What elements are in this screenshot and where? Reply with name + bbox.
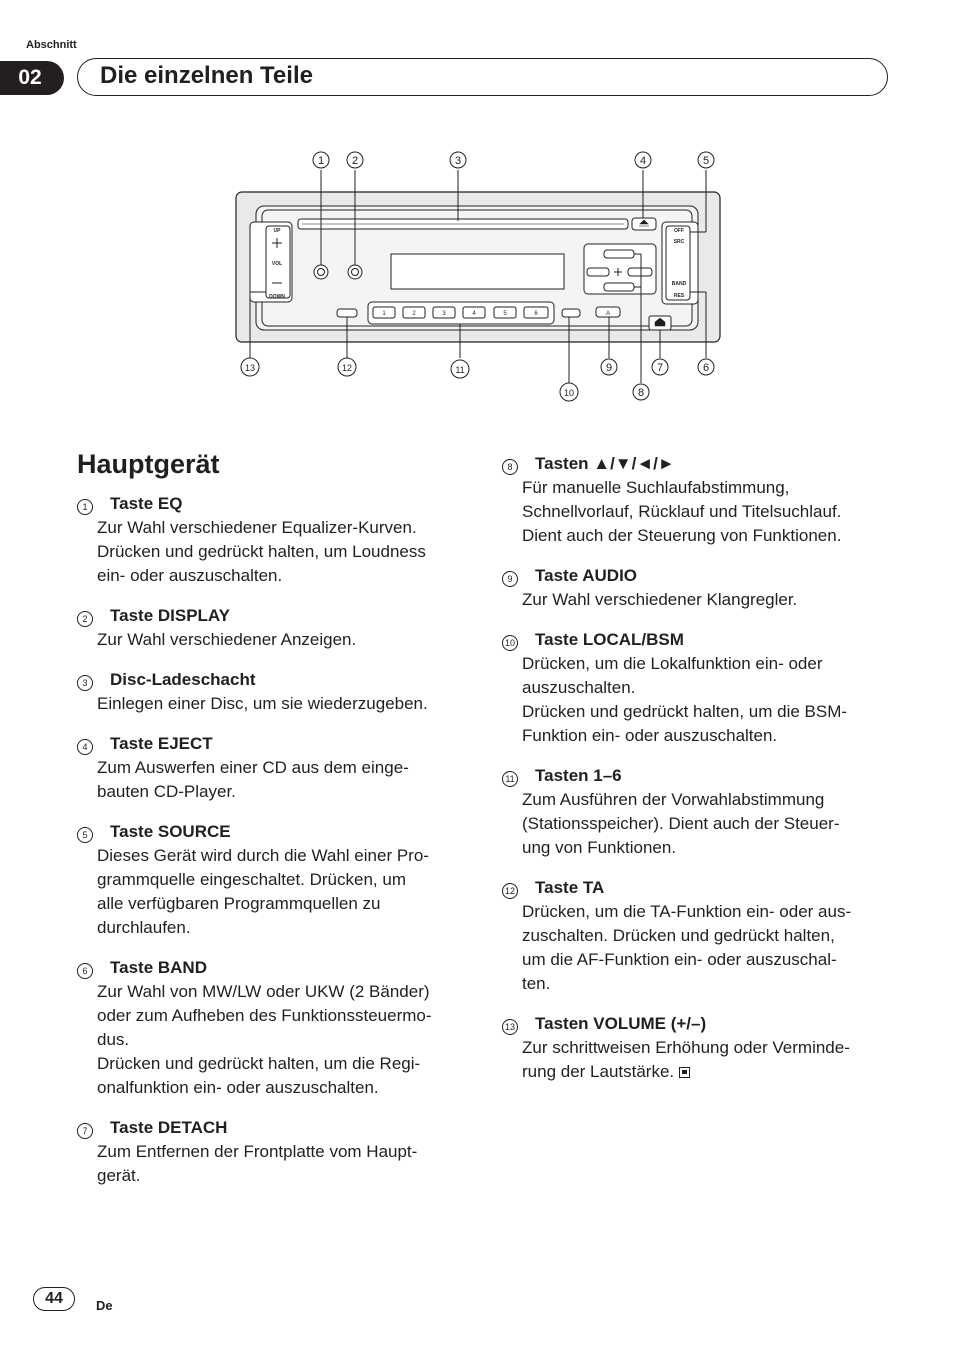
- list-item: 3 Disc-Ladeschacht Einlegen einer Disc, um sie wiederzugeben.: [77, 668, 472, 716]
- preset-2-label: 2: [412, 311, 416, 317]
- list-item: 8 Tasten ▲/▼/◄/► Für manuelle Suchlaufabstimmung, Schnellvorlauf, Rücklauf und Titelsuchlauf. Dient auch der Steuerung von Funktionen.: [502, 452, 897, 548]
- callout-1: [313, 152, 329, 168]
- item-number: 2: [77, 611, 93, 627]
- ta-button: [337, 309, 357, 317]
- cross-key-cluster: [584, 244, 656, 294]
- item-title: Taste SOURCE: [110, 822, 231, 841]
- label-up: UP: [273, 228, 281, 234]
- svg-text:2: 2: [351, 155, 359, 167]
- item-number: 4: [77, 739, 93, 755]
- head-unit-diagram: [230, 140, 730, 410]
- item-number: 3: [77, 675, 93, 691]
- item-title: Tasten 1–6: [535, 766, 622, 785]
- callout-13: [241, 358, 259, 376]
- eq-button: [314, 265, 328, 279]
- item-title: Tasten ▲/▼/◄/►: [535, 454, 675, 473]
- svg-text:3: 3: [454, 155, 462, 167]
- end-mark-icon: [679, 1067, 690, 1078]
- left-column: [77, 492, 472, 1204]
- display-button: [348, 265, 362, 279]
- chapter-number-badge: 02: [0, 61, 64, 95]
- item-number: 1: [77, 499, 93, 515]
- item-number: 7: [77, 1123, 93, 1139]
- label-band: BAND: [671, 281, 687, 287]
- item-number: 13: [502, 1019, 518, 1035]
- item-number: 6: [77, 963, 93, 979]
- preset-1-label: 1: [382, 311, 386, 317]
- list-item: 5 Taste SOURCE Dieses Gerät wird durch die Wahl einer Pro- grammquelle eingeschaltet. Drücken, um alle verfügbaren Programmquellen zu durchlaufen.: [77, 820, 472, 940]
- svg-text:8: 8: [637, 387, 645, 399]
- callout-3: [450, 152, 466, 168]
- callout-11: [451, 360, 469, 378]
- callout-6: [698, 359, 714, 375]
- item-title: Taste AUDIO: [535, 566, 638, 585]
- svg-text:6: 6: [702, 362, 710, 374]
- callout-10: [560, 383, 578, 401]
- display-window: [391, 254, 564, 289]
- list-item: 11 Tasten 1–6 Zum Ausführen der Vorwahlabstimmung (Stationsspeicher). Dient auch der Steuer- ung von Funktionen.: [502, 764, 897, 860]
- item-title: Disc-Ladeschacht: [110, 670, 256, 689]
- item-title: Taste DISPLAY: [110, 606, 230, 625]
- item-number: 12: [502, 883, 518, 899]
- list-item: 10 Taste LOCAL/BSM Drücken, um die Lokalfunktion ein- oder auszuschalten. Drücken und gedrückt halten, um die BSM- Funktion ein- oder auszuschalten.: [502, 628, 897, 748]
- page-number: 44: [33, 1287, 75, 1311]
- svg-text:11: 11: [455, 365, 465, 375]
- svg-text:7: 7: [656, 362, 664, 374]
- callout-5: [698, 152, 714, 168]
- language-label: De: [96, 1298, 113, 1313]
- callout-2: [347, 152, 363, 168]
- chapter-title: Die einzelnen Teile: [100, 62, 313, 89]
- svg-text:1: 1: [317, 155, 325, 167]
- callout-9: [601, 359, 617, 375]
- label-down: DOWN: [269, 294, 285, 300]
- item-number: 9: [502, 571, 518, 587]
- preset-3-label: 3: [442, 311, 446, 317]
- list-item: 4 Taste EJECT Zum Auswerfen einer CD aus dem einge- bauten CD-Player.: [77, 732, 472, 804]
- callout-7: [652, 359, 668, 375]
- list-item: 13 Tasten VOLUME (+/–) Zur schrittweisen Erhöhung oder Verminde- rung der Lautstärke.: [502, 1012, 897, 1084]
- preset-5-label: 5: [503, 311, 507, 317]
- svg-text:5: 5: [702, 155, 710, 167]
- item-title: Taste EJECT: [110, 734, 213, 753]
- label-res: RES: [673, 293, 685, 299]
- item-number: 5: [77, 827, 93, 843]
- callout-4: [635, 152, 651, 168]
- callout-8: [633, 384, 649, 400]
- list-item: 6 Taste BAND Zur Wahl von MW/LW oder UKW (2 Bänder) oder zum Aufheben des Funktionssteuermo- dus. Drücken und gedrückt halten, um die Regi- onalfunktion ein- oder auszuschalten.: [77, 956, 472, 1100]
- label-src: SRC: [673, 239, 685, 245]
- list-item: 1 Taste EQ Zur Wahl verschiedener Equalizer-Kurven. Drücken und gedrückt halten, um Loudness ein- oder auszuschalten.: [77, 492, 472, 588]
- list-item: 7 Taste DETACH Zum Entfernen der Frontplatte vom Haupt- gerät.: [77, 1116, 472, 1188]
- item-number: 8: [502, 459, 518, 475]
- audio-label: A: [605, 311, 611, 317]
- list-item: 2 Taste DISPLAY Zur Wahl verschiedener Anzeigen.: [77, 604, 472, 652]
- preset-bar: [368, 302, 554, 324]
- item-number: 11: [502, 771, 518, 787]
- label-vol: VOL: [271, 261, 283, 267]
- preset-4-label: 4: [472, 311, 476, 317]
- item-title: Taste DETACH: [110, 1118, 228, 1137]
- list-item: 9 Taste AUDIO Zur Wahl verschiedener Klangregler.: [502, 564, 897, 612]
- svg-text:4: 4: [639, 155, 647, 167]
- svg-text:13: 13: [244, 363, 256, 373]
- svg-text:12: 12: [341, 363, 353, 373]
- preset-6-label: 6: [534, 311, 538, 317]
- item-title: Taste TA: [535, 878, 605, 897]
- svg-text:9: 9: [605, 362, 613, 374]
- svg-text:10: 10: [563, 388, 575, 398]
- right-column: [502, 452, 897, 1100]
- list-item: 12 Taste TA Drücken, um die TA-Funktion ein- oder aus- zuschalten. Drücken und gedrückt halten, um die AF-Funktion ein- oder auszuschal- ten.: [502, 876, 897, 996]
- label-off: OFF: [674, 228, 684, 234]
- section-label: Abschnitt: [26, 39, 77, 51]
- item-title: Tasten VOLUME (+/–): [535, 1014, 707, 1033]
- item-title: Taste LOCAL/BSM: [535, 630, 684, 649]
- callout-12: [338, 358, 356, 376]
- item-title: Taste BAND: [110, 958, 207, 977]
- main-heading: Hauptgerät: [77, 449, 220, 479]
- local-bsm-button: [562, 309, 580, 317]
- item-title: Taste EQ: [110, 494, 183, 513]
- item-number: 10: [502, 635, 518, 651]
